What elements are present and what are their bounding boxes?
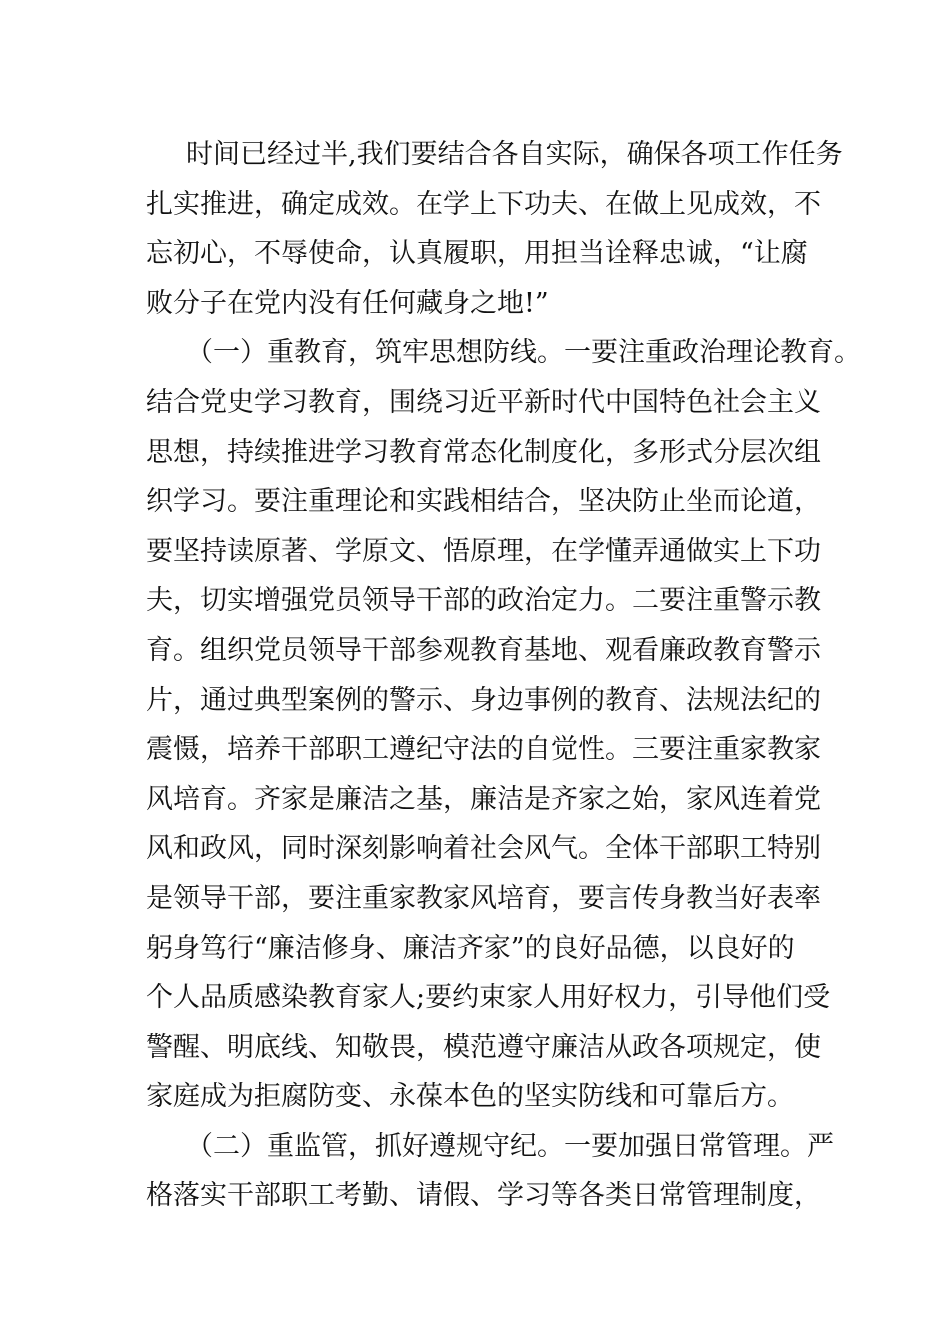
text-line: 风和政风，同时深刻影响着社会风气。全体干部职工特别	[146, 833, 821, 865]
text-line: 震慑，培养干部职工遵纪守法的自觉性。三要注重家教家	[146, 734, 821, 766]
text-line: 风培育。齐家是廉洁之基，廉洁是齐家之始，家风连着党	[146, 783, 821, 815]
text-line: 是领导干部，要注重家教家风培育，要言传身教当好表率	[146, 882, 821, 914]
text-line: 败分子在党内没有任何藏身之地!”	[146, 287, 549, 319]
text-line: 结合党史学习教育，围绕习近平新时代中国特色社会主义	[146, 386, 821, 418]
text-line: 警醒、明底线、知敬畏，模范遵守廉洁从政各项规定，使	[146, 1031, 821, 1063]
text-line: 思想，持续推进学习教育常态化制度化，多形式分层次组	[146, 436, 821, 468]
text-line: 夫，切实增强党员领导干部的政治定力。二要注重警示教	[146, 585, 821, 617]
text-line: （一）重教育，筑牢思想防线。一要注重政治理论教育。	[186, 337, 861, 369]
text-line: 要坚持读原著、学原文、悟原理，在学懂弄通做实上下功	[146, 535, 821, 567]
text-line: 家庭成为拒腐防变、永葆本色的坚实防线和可靠后方。	[146, 1081, 794, 1113]
text-line: 个人品质感染教育家人;要约束家人用好权力，引导他们受	[146, 982, 831, 1014]
text-line: 织学习。要注重理论和实践相结合，坚决防止坐而论道，	[146, 486, 821, 518]
text-line: （二）重监管，抓好遵规守纪。一要加强日常管理。严	[186, 1130, 834, 1162]
document-body	[146, 130, 861, 1221]
text-line: 格落实干部职工考勤、请假、学习等各类日常管理制度，	[146, 1180, 821, 1212]
text-line: 躬身笃行“廉洁修身、廉洁齐家”的良好品德，以良好的	[146, 932, 795, 964]
text-line: 时间已经过半,我们要结合各自实际，确保各项工作任务	[186, 139, 843, 170]
text-line: 忘初心，不辱使命，认真履职，用担当诠释忠诚，“让腐	[146, 238, 808, 270]
text-line: 片，通过典型案例的警示、身边事例的教育、法规法纪的	[146, 684, 821, 716]
text-line: 扎实推进，确定成效。在学上下功夫、在做上见成效，不	[146, 188, 821, 220]
text-line: 育。组织党员领导干部参观教育基地、观看廉政教育警示	[146, 634, 821, 666]
